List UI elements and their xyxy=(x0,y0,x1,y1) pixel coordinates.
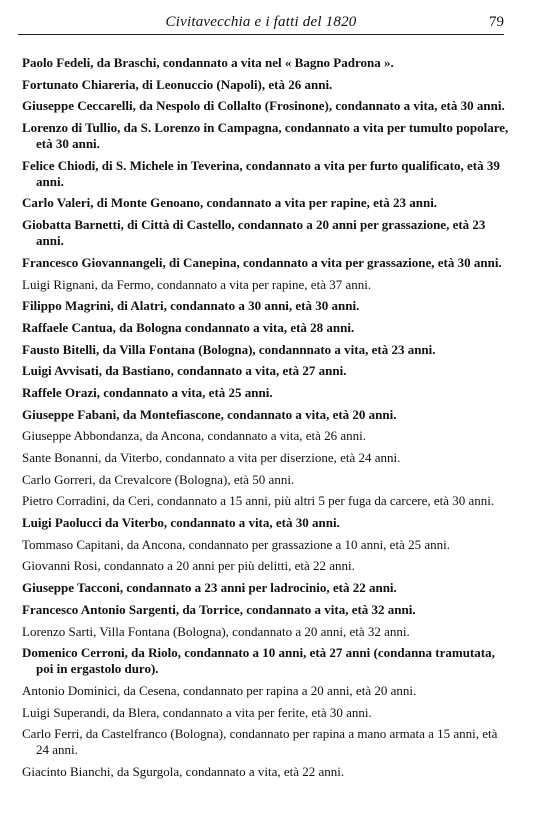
list-item: Giovanni Rosi, condannato a 20 anni per più delitti, età 22 anni. xyxy=(22,558,355,574)
list-item: Domenico Cerroni, da Riolo, condannato a 10 anni, età 27 anni (condanna tramutata, poi in ergastolo duro). xyxy=(22,645,495,677)
list-item: Antonio Dominici, da Cesena, condannato per rapina a 20 anni, età 20 anni. xyxy=(22,682,417,698)
list-item: Francesco Antonio Sargenti, da Torrice, condannato a vita, età 32 anni. xyxy=(22,601,416,617)
prisoner-list xyxy=(22,55,510,786)
running-header xyxy=(18,12,504,35)
list-item: Filippo Magrini, di Alatri, condannato a 30 anni, età 30 anni. xyxy=(22,298,360,314)
list-item: Giacinto Bianchi, da Sgurgola, condannato a vita, età 22 anni. xyxy=(22,763,345,779)
list-item: Carlo Gorreri, da Crevalcore (Bologna), età 50 anni. xyxy=(22,471,295,487)
list-item: Tommaso Capitani, da Ancona, condannato per grassazione a 10 anni, età 25 anni. xyxy=(22,536,450,552)
list-item: Luigi Paolucci da Viterbo, condannato a vita, età 30 anni. xyxy=(22,515,340,531)
list-item: Lorenzo di Tullio, da S. Lorenzo in Campagna, condannato a vita per tumulto popolare, età 30 anni. xyxy=(22,120,509,152)
list-item: Giuseppe Abbondanza, da Ancona, condannato a vita, età 26 anni. xyxy=(22,428,367,444)
list-item: Carlo Ferri, da Castelfranco (Bologna), condannato per rapina a mano armata a 15 anni, età 24 anni. xyxy=(22,726,498,758)
list-item: Pietro Corradini, da Ceri, condannato a 15 anni, più altri 5 per fuga da carcere, età 30 anni. xyxy=(22,493,495,509)
list-item: Raffele Orazi, condannato a vita, età 25 anni. xyxy=(22,384,273,400)
list-item: Paolo Fedeli, da Braschi, condannato a vita nel « Bagno Padrona ». xyxy=(22,55,394,70)
list-item: Luigi Superandi, da Blera, condannato a vita per ferite, età 30 anni. xyxy=(22,704,372,720)
list-item: Fortunato Chiareria, di Leonuccio (Napoli), età 26 anni. xyxy=(22,76,333,92)
list-item: Giuseppe Fabani, da Montefiascone, condannato a vita, età 20 anni. xyxy=(22,406,397,422)
list-item: Felice Chiodi, di S. Michele in Teverina, condannato a vita per furto qualificato, età 39 anni. xyxy=(22,157,500,189)
list-item: Giobatta Barnetti, di Città di Castello, condannato a 20 anni per grassazione, età 23 anni. xyxy=(22,217,486,249)
list-item: Giuseppe Ceccarelli, da Nespolo di Collalto (Frosinone), condannato a vita, età 30 anni. xyxy=(22,98,505,114)
list-item: Lorenzo Sarti, Villa Fontana (Bologna), condannato a 20 anni, età 32 anni. xyxy=(22,623,410,639)
list-item: Giuseppe Tacconi, condannato a 23 anni per ladrocinio, età 22 anni. xyxy=(22,580,397,596)
list-item: Carlo Valeri, di Monte Genoano, condannato a vita per rapine, età 23 anni. xyxy=(22,195,438,211)
list-item: Luigi Rignani, da Fermo, condannato a vita per rapine, età 37 anni. xyxy=(22,276,372,292)
list-item: Luigi Avvisati, da Bastiano, condannato a vita, età 27 anni. xyxy=(22,363,347,379)
list-item: Sante Bonanni, da Viterbo, condannato a vita per diserzione, età 24 anni. xyxy=(22,450,401,465)
page-number: 79 xyxy=(489,14,504,30)
list-item: Fausto Bitelli, da Villa Fontana (Bologna), condannnato a vita, età 23 anni. xyxy=(22,341,436,357)
list-item: Francesco Giovannangeli, di Canepina, condannato a vita per grassazione, età 30 anni. xyxy=(22,254,502,270)
list-item: Raffaele Cantua, da Bologna condannato a vita, età 28 anni. xyxy=(22,319,355,335)
running-title: Civitavecchia e i fatti del 1820 xyxy=(165,14,357,30)
